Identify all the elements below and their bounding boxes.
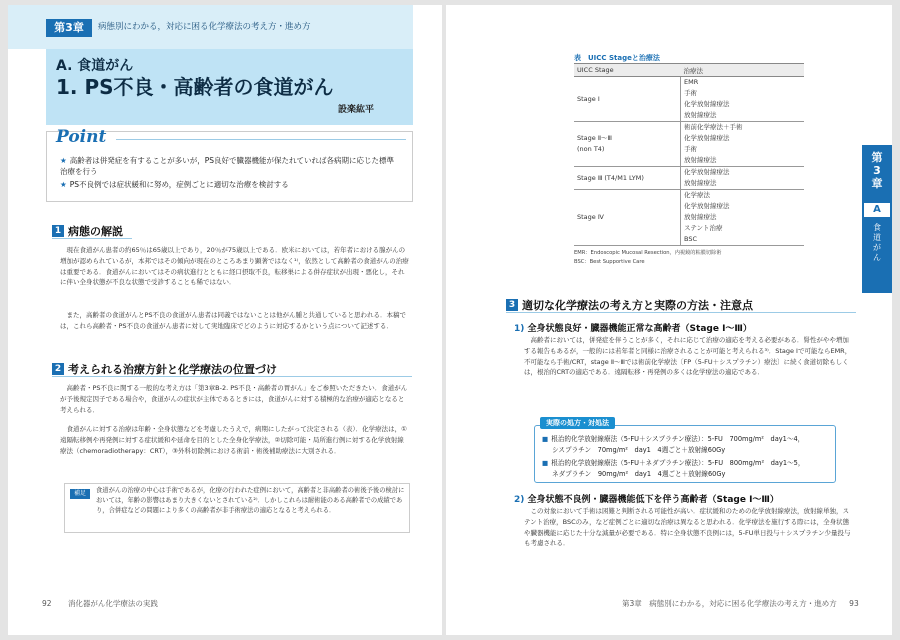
paragraph: 高齢者においては，併発症を伴うことが多く，それに応じて治療の適応を考える必要がある．腎性がやや増加する報告もあるが，一般的には若年者と同様に治療されることが可能と考えられる³⁾．Stage Ⅰで可能ならEMR，不可能なら手術/CRT，stage Ⅱ～Ⅲでは術前化学療法〔FP（5-FU＋シスプラチン）療法〕に続く食道切除もしくは，根治的CRTの適応である．遠隔転移・再発例の多くは化学療法の適応である． [524,336,852,377]
section-heading-1 [52,223,123,239]
note-text: 食道がんの治療の中心は手術であるが，化療の行われた症例において，高齢者と非高齢者の術後予後の検討においては，年齢の影響はあまり大きくないとされている²⁾．しかしこれらは耐術能のある高齢者での成績であり，合併症などの問題により多くの高齢者が非手術療法の適応となると考えられる． [96,487,405,515]
table-row [574,190,804,246]
table-caption: 表 UICC Stageと治療法 [574,54,660,62]
prescription-tag: 実際の処方・対処法 [540,417,615,429]
book-title: 消化器がん化学療法の実践 [67,599,158,608]
section-number: 3 [506,299,518,311]
table-header: UICC Stage [574,64,681,77]
section-rule [52,376,412,377]
section-title: 適切な化学療法の考え方と実際の方法・注意点 [522,299,753,312]
side-tab-label: 食道がん [873,223,881,262]
stage-cell: Stage Ⅰ [574,77,681,122]
treatment-cell: 化学放射線療法 放射線療法 [681,167,805,190]
prescription-item-cont: ネダプラチン 90mg/m² day1 4週ごと＋放射線60Gy [552,470,726,478]
left-page [8,5,442,635]
section-title: 病態の解説 [68,225,123,238]
author-name: 設楽紘平 [338,105,375,115]
chapter-badge: 第3章 [46,19,92,37]
point-divider [116,139,406,140]
section-rule [506,312,856,313]
note-tag: 補足 [70,489,90,499]
page-number: 92 [42,599,52,608]
stage-cell: Stage Ⅱ～Ⅲ (non T4) [574,122,681,167]
paragraph: 現在食道がん患者の約65％は65歳以上であり，20％が75歳以上である．欧米においては，若年者における腺がんの増加が認められているが，本邦ではその傾向が現在のところあまり顕著ではなく¹⁾，依然として高齢者の食道がんの治療は重要である．食道がんにおいてはその病状進行とともに経口摂取不良，転移巣による併存症状が出現・悪化し，それに伴い全身状態が不良な状態で受診することも稀ではない． [60,246,409,287]
side-tab-chapter: 第3章 [871,151,883,190]
treatment-cell: EMR 手術 化学放射線療法 放射線療法 [681,77,805,122]
chapter-title: 病態別にわかる，対応に困る化学療法の考え方・進め方 [98,22,311,32]
paragraph: 食道がんに対する治療は年齢・全身状態などを考慮したうえで，病期にしたがって決定される（表）．化学療法は，①遠隔転移例や再発例に対する症状緩和や延命を目的とした全身化学療法，②切除可能・局所進行例に対する化学放射線療法（chemoradiotherapy：CRT），③外科切除例における術前・術後補助療法に大別される． [60,425,407,455]
prescription-item-cont: シスプラチン 70mg/m² day1 4週ごと＋放射線60Gy [552,446,726,454]
section-number: 2 [52,363,64,375]
side-tab-letter: A [864,203,890,217]
section-heading-3 [506,297,753,313]
point-item: ★ PS不良例では症状緩和に努め，症例ごとに適切な治療を検討する [60,180,289,189]
table-row [574,167,804,190]
subsection-heading-1: 1) 全身状態良好・臓器機能正常な高齢者（Stage Ⅰ～Ⅲ） [514,324,752,334]
bullet-icon: ■ [542,459,549,467]
footer-left [42,598,158,609]
table-note: BSC：Best Supportive Care [574,259,645,265]
prescription-item: ■ 根治的化学放射線療法（5-FU＋ネダプラチン療法）：5-FU 800mg/m² day1～5， [542,459,805,467]
table-row [574,77,804,122]
page-title: 1. PS不良・高齢者の食道がん [56,75,334,99]
right-page [446,5,892,635]
page-number: 93 [849,599,859,608]
point-item: ★ 高齢者は併発症を有することが多いが，PS良好で臓器機能が保たれていれば各病期に応じた標準治療を行う [60,156,395,176]
star-icon: ★ [60,180,67,189]
paragraph: この対象において手術は困難と判断される可能性が高い．症状緩和のための化学放射線療法，放射線単独，ステント治療，BSCのみ，など症例ごとに適切な治療は異なると思われる．化学療法を施行する際には，全身状態や臓器機能に応じた十分な減量が必要である．特に全身状態不良例には，5-FU単日投与＋シスプラチン少量投与も考慮される． [524,507,851,548]
paragraph: 高齢者・PS不良に関する一般的な考え方は「第3章B-2. PS不良・高齢者の胃がん」をご参照いただきたい．食道がんが予後規定因子である場合や，食道がんの症状が主体であるときには，食道がんに対する積極的な治療が適応となると考えられる． [60,384,408,414]
chapter-footer-title: 第3章 病態別にわかる，対応に困る化学療法の考え方・進め方 [622,599,837,608]
section-rule [52,238,132,239]
section-label: A. 食道がん [56,58,134,74]
point-label: Point [56,127,107,147]
prescription-item: ■ 根治的化学放射線療法（5-FU＋シスプラチン療法）：5-FU 700mg/m² day1～4， [542,435,805,443]
treatment-cell: 術前化学療法＋手術 化学放射線療法 手術 放射線療法 [681,122,805,167]
subsection-heading-2: 2) 全身状態不良例・臓器機能低下を伴う高齢者（Stage Ⅰ～Ⅲ） [514,495,779,505]
treatment-cell: 化学療法 化学放射線療法 放射線療法 ステント治療 BSC [681,190,805,246]
section-title: 考えられる治療方針と化学療法の位置づけ [68,363,277,376]
paragraph: また，高齢者の食道がんとPS不良の食道がん患者は同義ではないことは他がん腫と共通していると思われる．本稿では，これら高齢者・PS不良の食道がん患者に対して実地臨床でどのように対応するかという点について記述する． [60,311,407,330]
stage-cell: Stage Ⅲ (T4/M1 LYM) [574,167,681,190]
table-note: EMR：Endoscopic Mucosal Resection，内視鏡的粘膜切除術 [574,250,722,256]
section-number: 1 [52,225,64,237]
bullet-icon: ■ [542,435,549,443]
footer-right [622,598,859,609]
stage-cell: Stage Ⅳ [574,190,681,246]
stage-table [574,63,804,246]
table-row [574,122,804,167]
star-icon: ★ [60,156,67,165]
table-header-row [574,64,804,77]
table-header: 治療法 [681,64,805,77]
section-heading-2 [52,361,277,377]
